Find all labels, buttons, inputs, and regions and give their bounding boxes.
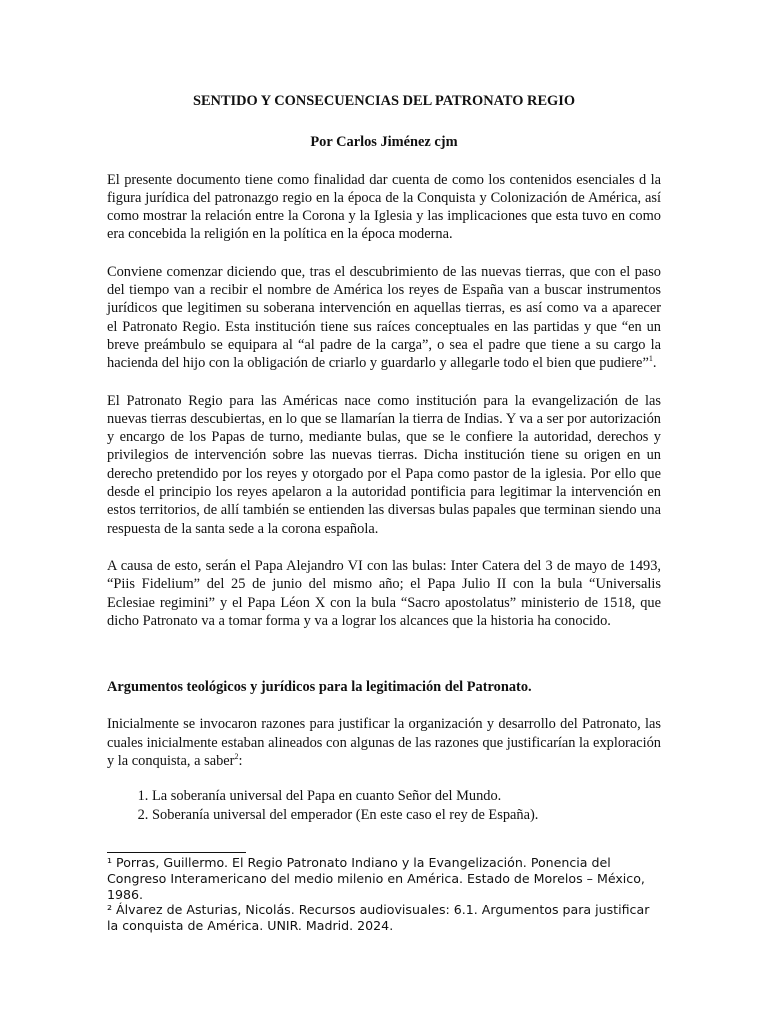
footnote-1: ¹ Porras, Guillermo. El Regio Patronato Indiano y la Evangelización. Ponencia del Congreso Interamericano del medio milenio en América. Estado de Morelos – México, 1986. [107,855,645,902]
section-heading: Argumentos teológicos y jurídicos para la legitimación del Patronato. [107,679,532,696]
footnote-ref-2[interactable]: 2 [234,752,239,762]
paragraph-origins-tail: . [652,355,657,372]
paragraph-evangelization: El Patronato Regio para las Américas nace como institución para la evangelización de las nuevas tierras descubiertas, en lo que se llamarían la tierra de Indias. Y va a ser por autorización y encargo de los Papas de turno, mediante bulas, que se le confiere la autoridad, derechos y privilegios de intervención sobre las nuevas tierras. Dicha institución tiene su origen en un derecho pretendido por los reyes y otorgado por el Papa como pastor de la iglesia. Por ello que desde el principio los reyes apelaron a la autoridad pontificia para legitimar la intervención en estos territorios, de allí también se entienden las diversas bulas papales que terminan siendo una respuesta de la santa sede a la corona española. [107,392,661,537]
paragraph-intro: El presente documento tiene como finalidad dar cuenta de como los contenidos esenciales d la figura jurídica del patronazgo regio en la época de la Conquista y Colonización de América, así como mostrar la relación entre la Corona y la Iglesia y las implicaciones que esta tuvo en como era concebida la religión en la política en la época moderna. [107,171,661,243]
paragraph-origins-text: Conviene comenzar diciendo que, tras el descubrimiento de las nuevas tierras, que con el paso del tiempo van a recibir el nombre de América los reyes de España van a buscar instrumentos jurídicos que legitimen su soberana intervención en aquellas tierras, es así como va a aparecer el Patronato Regio. Esta institución tiene sus raíces conceptuales en las partidas y que “en un breve preámbulo se equipara al “al padre de la carga”, o sea el padre que tiene a su cargo la hacienda del hijo con la obligación de criarlo y guardarlo y allegarle todo el bien que pudiere” [107,263,661,372]
list-item: 1. La soberanía universal del Papa en cuanto Señor del Mundo. [152,787,661,805]
arguments-list [107,787,661,824]
footnote-ref-1[interactable]: 1 [648,354,653,364]
paragraph-arguments [107,715,661,770]
document-author: Por Carlos Jiménez cjm [310,134,458,151]
footnote-2: ² Álvarez de Asturias, Nicolás. Recursos audiovisuales: 6.1. Argumentos para justificar la conquista de América. UNIR. Madrid. 2024. [107,902,650,934]
footnote-separator [107,852,246,853]
paragraph-origins [107,263,661,373]
paragraph-arguments-text: Inicialmente se invocaron razones para justificar la organización y desarrollo del Patronato, las cuales inicialmente estaban alineados con algunas de las razones que justificarían la exploración y la conquista, a saber [107,716,661,770]
paragraph-bulls: A causa de esto, serán el Papa Alejandro VI con las bulas: Inter Catera del 3 de mayo de 1493, “Piis Fidelium” del 25 de junio del mismo año; el Papa Julio II con la bula “Universalis Eclesiae regimini” y el Papa Léon X con la bula “Sacro apostolatus” ministerio de 1518, que dicho Patronato va a tomar forma y va a lograr los alcances que la historia ha conocido. [107,557,661,629]
document-title: SENTIDO Y CONSECUENCIAS DEL PATRONATO REGIO [192,93,576,109]
paragraph-arguments-tail: : [238,753,243,770]
list-item: 2. Soberanía universal del emperador (En este caso el rey de España). [152,806,661,824]
footnotes [107,855,655,934]
document-body [107,92,661,824]
